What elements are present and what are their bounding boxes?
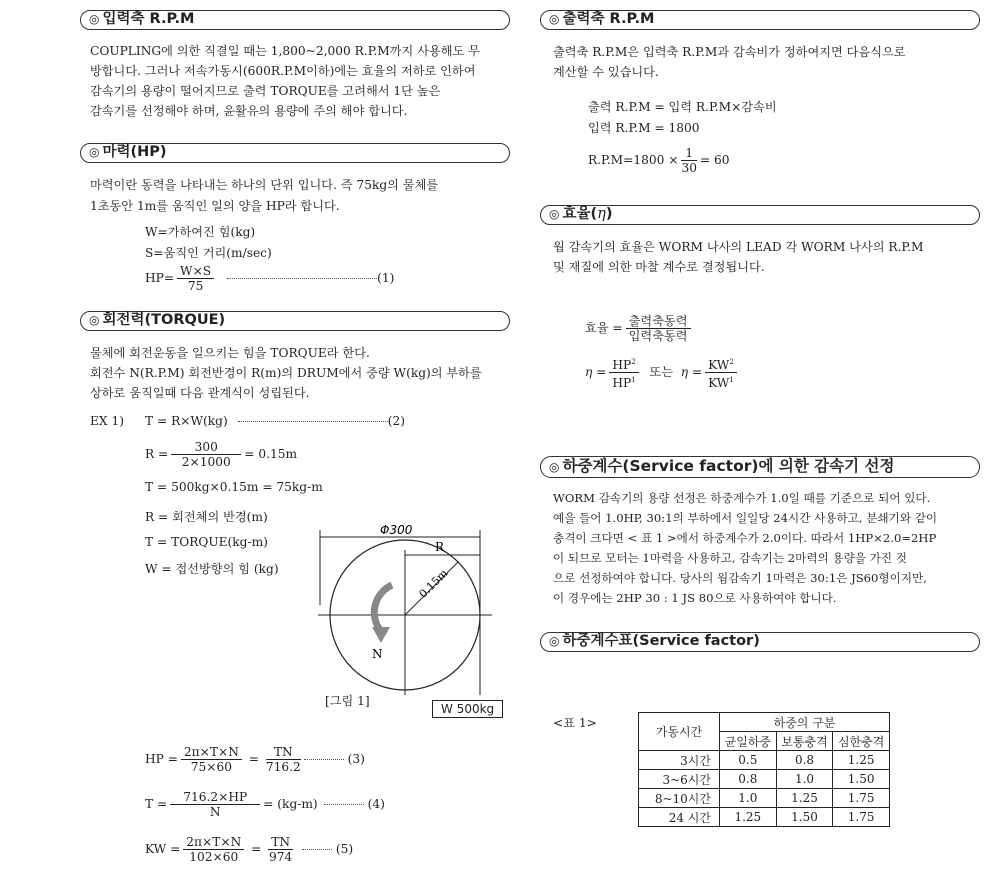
denominator: 974 [269, 850, 293, 864]
hp-text: HP [612, 358, 632, 373]
header-text: 마력(HP) [102, 144, 167, 160]
numerator: TN [268, 835, 293, 850]
paragraph-line: 감속기의 용량이 떨어지므로 출력 TORQUE를 고려해서 1단 높은 [90, 84, 441, 98]
example-label: EX 1) [90, 414, 124, 428]
denominator [705, 373, 737, 390]
paragraph-line: 감속기를 선정해야 하며, 윤활유의 용량에 주의 해야 합니다. [90, 104, 408, 118]
numerator: TN [266, 745, 301, 760]
circle-bullet-icon: ◎ [89, 313, 100, 327]
section-header-efficiency [540, 205, 980, 225]
formula-rhs: = 60 [699, 153, 730, 167]
row-label: 3~6시간 [639, 770, 720, 789]
formula-2 [145, 414, 405, 428]
definition-w2: W = 접선방향의 힘 (kg) [145, 562, 279, 576]
table-cell: 0.8 [776, 751, 833, 770]
paragraph-line: 으로 선정하여야 합니다. 당사의 웜감속기 1마력은 30:1은 JS60형이지만, [553, 571, 927, 585]
figure-caption: [그림 1] [325, 694, 370, 708]
paragraph-line: 계산할 수 있습니다. [553, 65, 659, 79]
table-cell: 1.25 [833, 751, 890, 770]
fraction [181, 745, 242, 774]
table-cell: 1.0 [776, 770, 833, 789]
table-row [639, 770, 890, 789]
row-label: 8~10시간 [639, 789, 720, 808]
rpm-calculation [588, 146, 730, 175]
paragraph-line: 방합니다. 그러나 저속가동시(600R.P.M이하)에는 효율의 저하로 인하여 [90, 64, 476, 78]
kw-text: KW [708, 358, 730, 373]
superscript: 1 [729, 376, 734, 385]
table-header-row [639, 713, 890, 732]
header-text: 효율( [562, 206, 598, 222]
equation-number: (5) [335, 842, 354, 856]
radius-value-label: 0.15m [416, 566, 451, 601]
paragraph-line: 마력이란 동력을 나타내는 하나의 단위 입니다. 즉 75kg의 물체를 [90, 178, 439, 192]
numerator [609, 355, 638, 373]
fraction [268, 835, 293, 864]
header-cell: 보통충격 [776, 732, 833, 751]
formula-lhs: HP = [145, 752, 178, 766]
paragraph-line: 이 경우에는 2HP 30 : 1 JS 80으로 사용하여야 합니다. [553, 591, 837, 605]
definition-w: W=가하여진 힘(kg) [145, 225, 256, 239]
numerator: 716.2×HP [170, 790, 260, 805]
paragraph-line: 1초동안 1m를 움직인 일의 양을 HP라 합니다. [90, 199, 340, 213]
circle-bullet-icon: ◎ [549, 634, 560, 648]
leader-dots [302, 849, 332, 850]
header-text: 입력축 R.P.M [102, 11, 195, 27]
formula-5: KW = $\frac{2\pi\times T\times N}{102\times 60}$ = $\frac{TN}{974}$ (5) [145, 835, 354, 864]
eta-symbol: η [597, 206, 606, 222]
table-cell: 1.75 [833, 789, 890, 808]
denominator: 75×60 [190, 760, 233, 774]
output-rpm-formula: 출력 R.P.M = 입력 R.P.M×감속비 [588, 100, 777, 114]
table-cell: 1.0 [720, 789, 777, 808]
superscript: 2 [631, 358, 636, 366]
formula-lhs: T = [145, 797, 168, 811]
formula-4 [145, 790, 385, 819]
numerator: 출력축동력 [626, 314, 691, 329]
section-header-input-rpm [80, 10, 510, 30]
denominator: 75 [187, 279, 204, 293]
weight-box: W 500kg [432, 700, 503, 718]
section-header-output-rpm [540, 10, 980, 30]
fraction [170, 790, 260, 819]
definition-t: T = TORQUE(kg-m) [145, 535, 268, 549]
formula-1 [145, 264, 394, 293]
diameter-label: Φ300 [380, 523, 413, 537]
eta-lhs: η = [585, 365, 607, 380]
formula-text: T = R×W(kg) [145, 414, 228, 428]
equation-number: (3) [347, 752, 365, 766]
efficiency-formula [585, 314, 694, 343]
header-cell: 균일하중 [720, 732, 777, 751]
header-text: 출력축 R.P.M [562, 11, 655, 27]
denominator: 30 [681, 161, 697, 175]
fraction [171, 440, 241, 469]
formula-lhs: R = [145, 447, 169, 461]
leader-dots [304, 759, 344, 760]
paragraph-line: 예을 들어 1.0HP, 30:1의 부하에서 일일당 24시간 사용하고, 분쇄기와 같이 [553, 511, 938, 525]
superscript: 2 [729, 358, 734, 366]
drum-figure [310, 515, 515, 715]
leader-dots [227, 278, 377, 279]
paragraph-line: 물체에 회전운동을 일으키는 힘을 TORQUE라 한다. [90, 346, 370, 360]
fraction [266, 745, 301, 774]
table-cell: 0.5 [720, 751, 777, 770]
formula-3: HP = $\frac{2\pi\times T\times N}{75\times 60}$ = $\frac{TN}{716.2}$ (3) [145, 745, 365, 774]
formula-rhs: = (kg-m) [263, 797, 318, 811]
circle-bullet-icon: ◎ [549, 207, 560, 221]
header-text: 하중계수표(Service factor) [562, 633, 760, 649]
formula-t: T = 500kg×0.15m = 75kg-m [145, 480, 323, 494]
table-row [639, 751, 890, 770]
denominator: 102×60 [189, 850, 239, 864]
paragraph-line: 출력축 R.P.M은 입력축 R.P.M과 감속비가 정하여지면 다음식으로 [553, 45, 906, 59]
numerator: 300 [171, 440, 241, 455]
circle-bullet-icon: ◎ [549, 12, 560, 26]
formula-rhs: = 0.15m [244, 447, 298, 461]
fraction [177, 264, 214, 293]
equation-number: (1) [377, 271, 395, 285]
definition-r: R = 회전체의 반경(m) [145, 510, 268, 524]
circle-bullet-icon: ◎ [549, 460, 560, 474]
hp-text: HP [612, 376, 632, 391]
paragraph-line: 및 재질에 의한 마찰 계수로 결정됩니다. [553, 260, 765, 274]
circle-bullet-icon: ◎ [89, 12, 100, 26]
fraction [609, 355, 638, 390]
rotation-arrow-icon [374, 585, 392, 630]
paragraph-line: 충격이 크다면 < 표 1 >에서 하중계수가 2.0이다. 따라서 1HP×2.0=2HP [553, 531, 937, 545]
paragraph-line: 웜 감속기의 효율은 WORM 나사의 LEAD 각 WORM 나사의 R.P.M [553, 240, 924, 254]
row-label: 24 시간 [639, 808, 720, 827]
service-factor-table [638, 712, 890, 827]
header-cell: 하중의 구분 [720, 713, 890, 732]
formula-r [145, 440, 297, 469]
kw-text: KW [708, 376, 730, 391]
eta-lhs: η = [680, 365, 703, 380]
header-text-end: ) [605, 206, 613, 222]
header-cell: 가동시간 [639, 713, 720, 751]
definition-s: S=움직인 거리(m/sec) [145, 246, 272, 260]
section-header-torque [80, 311, 510, 331]
circle-bullet-icon: ◎ [89, 145, 100, 159]
denominator: N [209, 805, 221, 819]
table-label: <표 1> [553, 716, 597, 730]
formula-lhs: 효율 = [585, 321, 623, 335]
section-header-horsepower [80, 143, 510, 163]
radius-label: R [435, 540, 445, 554]
table-row [639, 789, 890, 808]
row-label: 3시간 [639, 751, 720, 770]
table-cell: 1.50 [833, 770, 890, 789]
numerator: 2π×T×N [183, 835, 244, 850]
table-row [639, 808, 890, 827]
header-text: 회전력(TORQUE) [102, 312, 226, 328]
paragraph-line: 회전수 N(R.P.M) 회전반경이 R(m)의 DRUM에서 중량 W(kg)의 부하를 [90, 366, 482, 380]
input-rpm-value: 입력 R.P.M = 1800 [588, 121, 700, 135]
table-cell: 1.25 [776, 789, 833, 808]
or-text: 또는 [649, 365, 673, 380]
leader-dots [324, 804, 364, 805]
formula-lhs: KW = [145, 842, 181, 856]
denominator: 입력축동력 [628, 329, 688, 343]
numerator [705, 355, 737, 373]
table-cell: 1.25 [720, 808, 777, 827]
header-cell: 심한충격 [833, 732, 890, 751]
numerator: 2π×T×N [181, 745, 242, 760]
fraction [681, 146, 697, 175]
table-cell: 1.50 [776, 808, 833, 827]
paragraph-line: 상하로 움직일때 다음 관계식이 성립된다. [90, 386, 310, 400]
paragraph-line: 이 되므로 모터는 1마력을 사용하고, 감속기는 2마력의 용량을 가진 것 [553, 551, 907, 565]
arrow-head-icon [372, 627, 390, 643]
leader-dots [238, 421, 388, 422]
formula-lhs: R.P.M=1800 × [588, 153, 679, 167]
rotation-label: N [372, 647, 383, 661]
table-cell: 0.8 [720, 770, 777, 789]
denominator: 716.2 [265, 760, 301, 774]
numerator: 1 [681, 146, 697, 161]
section-header-service-factor [540, 456, 980, 478]
formula-lhs: HP= [145, 271, 175, 285]
fraction [183, 835, 244, 864]
fraction [626, 314, 691, 343]
equation-number: (2) [387, 414, 405, 428]
header-text: 하중계수(Service factor)에 의한 감속기 선정 [562, 457, 895, 475]
denominator [609, 373, 638, 390]
denominator: 2×1000 [181, 455, 231, 469]
section-header-service-factor-table [540, 632, 980, 652]
eta-formula [585, 355, 740, 390]
equation-number: (4) [367, 797, 385, 811]
numerator: W×S [177, 264, 214, 279]
superscript: 1 [631, 376, 636, 385]
paragraph-line: WORM 감속기의 용량 선정은 하중계수가 1.0일 때를 기준으로 되어 있다. [553, 491, 931, 505]
paragraph-line: COUPLING에 의한 직결일 때는 1,800~2,000 R.P.M까지 사용해도 무 [90, 44, 480, 58]
fraction [705, 355, 737, 390]
table-cell: 1.75 [833, 808, 890, 827]
